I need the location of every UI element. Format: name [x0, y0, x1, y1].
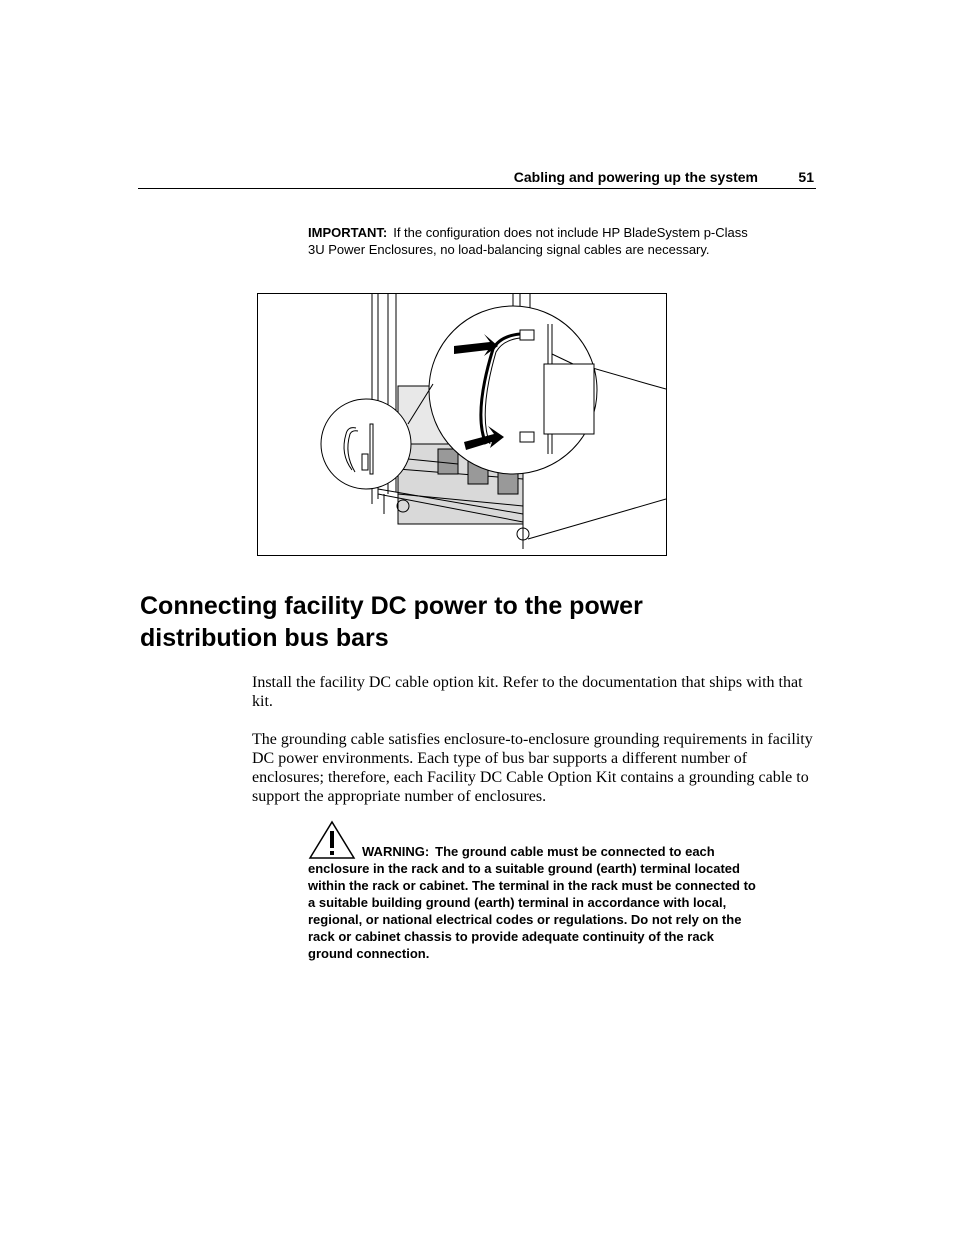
warning-note	[308, 820, 760, 962]
section-heading: Connecting facility DC power to the power distribution bus bars	[140, 592, 643, 652]
warning-triangle-icon	[308, 820, 356, 860]
warning-label: WARNING:	[362, 844, 430, 859]
body-paragraph-1: Install the facility DC cable option kit. Refer to the documentation that ships with that kit.	[252, 674, 803, 710]
warning-text: The ground cable must be connected to each enclosure in the rack and to a suitable ground (earth) terminal located within the rack or cabinet. The terminal in the rack must be connected to a suitable building ground (earth) terminal in accordance with local, regional, or national electrical codes or regulations. Do not rely on the rack or cabinet chassis to provide adequate continuity of the rack ground connection.	[308, 844, 756, 961]
body-paragraph-2: The grounding cable satisfies enclosure-to-enclosure grounding requirements in facility DC power environments. Each type of bus bar supports a different number of enclosures; therefore, each Facility DC Cable Option Kit contains a grounding cable to support the appropriate number of enclosures.	[252, 731, 813, 805]
important-label: IMPORTANT:	[308, 225, 388, 240]
important-text: If the configuration does not include HP BladeSystem p-Class 3U Power Enclosures, no load-balancing signal cables are necessary.	[308, 225, 748, 257]
rack-cable-diagram	[258, 294, 666, 555]
important-note	[308, 225, 748, 258]
cabling-illustration	[257, 293, 667, 556]
page-number: 51	[798, 169, 814, 185]
header-section-title: Cabling and powering up the system	[513, 169, 758, 185]
page-header	[138, 168, 816, 189]
